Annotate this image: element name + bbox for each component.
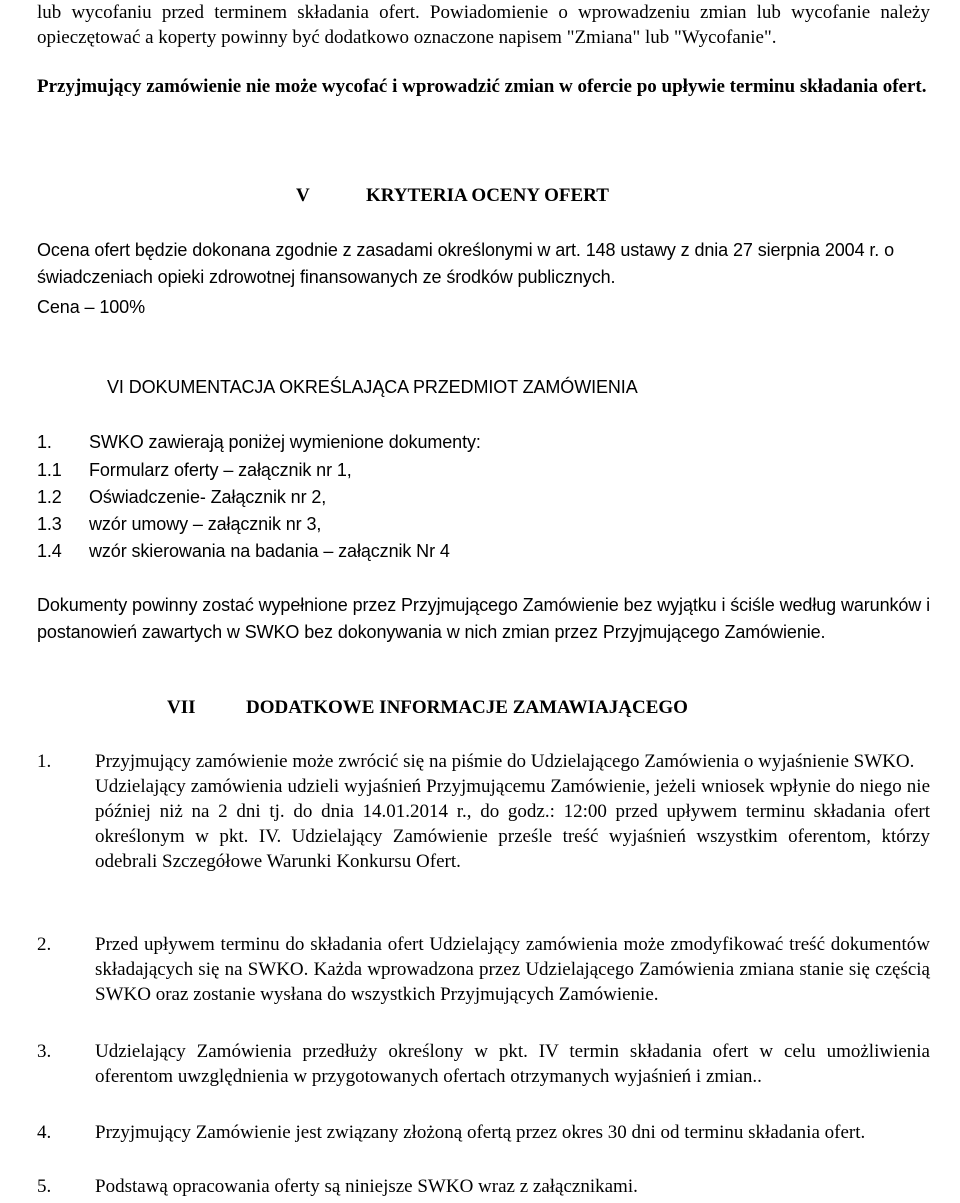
section-v-price: Cena – 100% bbox=[37, 297, 145, 317]
info-list-text: Podstawą opracowania oferty są niniejsze SWKO wraz z załącznikami. bbox=[95, 1176, 638, 1197]
doc-list-num: 1.4 bbox=[37, 541, 62, 561]
section-vi-closing: Dokumenty powinny zostać wypełnione przez Przyjmującego Zamówienie bez wyjątku i ściśle według warunków i postanowień zawartych w SWKO bez dokonywania w nich zmian przez Przyjmującego Zamówienie. bbox=[37, 595, 930, 642]
info-list-text: Przyjmujący Zamówienie jest związany złożoną ofertą przez okres 30 dni od terminu składania ofert. bbox=[95, 1122, 866, 1143]
doc-list-item bbox=[37, 485, 326, 510]
doc-list-item bbox=[37, 458, 352, 483]
info-list-num: 5. bbox=[37, 1176, 52, 1197]
doc-list-text: Formularz oferty – załącznik nr 1, bbox=[89, 460, 352, 480]
intro-bold-paragraph: Przyjmujący zamówienie nie może wycofać i wprowadzić zmian w ofercie po upływie terminu składania ofert. bbox=[37, 76, 927, 97]
doc-list-text: wzór umowy – załącznik nr 3, bbox=[89, 514, 322, 534]
section-vii-numeral: VII bbox=[167, 697, 196, 718]
info-list-item bbox=[37, 1174, 930, 1199]
doc-list-num: 1.2 bbox=[37, 487, 62, 507]
section-vi-title: VI DOKUMENTACJA OKREŚLAJĄCA PRZEDMIOT ZAMÓWIENIA bbox=[107, 377, 638, 397]
info-list-num: 4. bbox=[37, 1122, 52, 1143]
section-v-text: Ocena ofert będzie dokonana zgodnie z zasadami określonymi w art. 148 ustawy z dnia 27 sierpnia 2004 r. o świadczeniach opieki zdrowotnej finansowanych ze środków publicznych. bbox=[37, 240, 895, 287]
doc-list-text: SWKO zawierają poniżej wymienione dokumenty: bbox=[89, 432, 481, 452]
info-list-text: Udzielający zamówienia udzieli wyjaśnień Przyjmującemu Zamówienie, jeżeli wniosek wpłynie do niego nie później niż na 2 dni tj. do dnia 14.01.2014 r., do godz.: 12:00 przed upływem terminu składania ofert określonym w pkt. IV. Udzielający Zamówienie prześle treść wyjaśnień wszystkim oferentom, którzy odebrali Szczegółowe Warunki Konkursu Ofert. bbox=[95, 776, 930, 872]
info-list-item bbox=[37, 1039, 930, 1089]
doc-list-item bbox=[37, 430, 481, 455]
info-list-num: 1. bbox=[37, 751, 52, 772]
doc-list-num: 1.3 bbox=[37, 514, 62, 534]
info-list-item bbox=[37, 932, 930, 1007]
info-list-text: Udzielający Zamówienia przedłuży określony w pkt. IV termin składania ofert w celu umożliwienia oferentom uwzględnienia w przygotowanych ofertach otrzymanych wyjaśnień i zmian.. bbox=[95, 1041, 930, 1087]
doc-list-item bbox=[37, 539, 450, 564]
doc-list-text: Oświadczenie- Załącznik nr 2, bbox=[89, 487, 327, 507]
info-list-num: 3. bbox=[37, 1041, 52, 1062]
section-v-title: KRYTERIA OCENY OFERT bbox=[366, 185, 609, 206]
doc-list-num: 1. bbox=[37, 432, 52, 452]
intro-paragraph: lub wycofaniu przed terminem składania ofert. Powiadomienie o wprowadzeniu zmian lub wycofanie należy opieczętować a koperty powinny być dodatkowo oznaczone napisem "Zmiana" lub "Wycofanie". bbox=[37, 2, 930, 48]
doc-list-text: wzór skierowania na badania – załącznik Nr 4 bbox=[89, 541, 450, 561]
info-list-item bbox=[37, 1120, 930, 1145]
info-list-num: 2. bbox=[37, 934, 52, 955]
doc-list-num: 1.1 bbox=[37, 460, 62, 480]
section-vii-title: DODATKOWE INFORMACJE ZAMAWIAJĄCEGO bbox=[246, 697, 688, 718]
info-list-text: Przed upływem terminu do składania ofert Udzielający zamówienia może zmodyfikować treść dokumentów składających się na SWKO. Każda wprowadzona przez Udzielającego Zamówienia zmiana stanie się częścią SWKO oraz zostanie wysłana do wszystkich Przyjmujących Zamówienie. bbox=[95, 934, 930, 1005]
info-list-text: Przyjmujący zamówienie może zwrócić się na piśmie do Udzielającego Zamówienia o wyjaśnienie SWKO. bbox=[95, 751, 915, 772]
doc-list-item bbox=[37, 512, 321, 537]
section-v-numeral: V bbox=[296, 185, 310, 206]
info-list-item bbox=[37, 749, 930, 874]
